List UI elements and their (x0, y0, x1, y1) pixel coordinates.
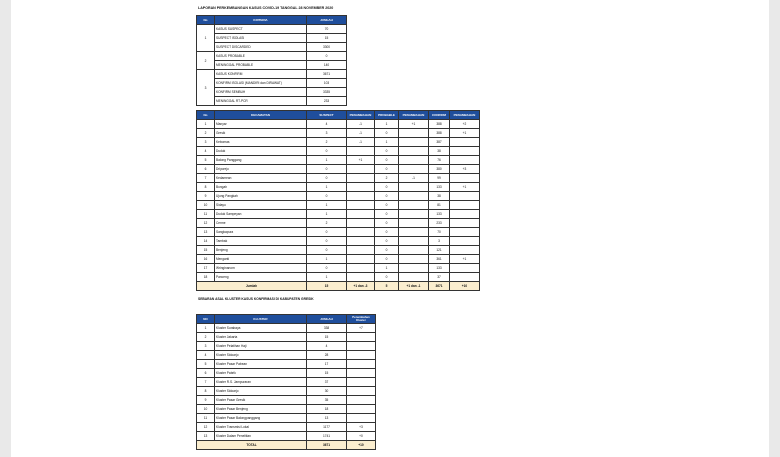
summary-row (197, 88, 347, 97)
summary-table (196, 15, 347, 106)
kecamatan-cell: 12 (197, 219, 215, 228)
kecamatan-cell (347, 183, 375, 192)
summary-group-no: 1 (197, 25, 215, 52)
kecamatan-cell: +3 (450, 165, 480, 174)
table-row (197, 396, 376, 405)
kecamatan-cell (347, 255, 375, 264)
cluster-cell: 15 (307, 333, 347, 342)
kecamatan-cell (450, 174, 480, 183)
kecamatan-header: PENAMBAHAN (450, 111, 480, 120)
cluster-cell (347, 369, 376, 378)
cluster-cell: 2 (197, 333, 215, 342)
kecamatan-cell: 0 (375, 192, 399, 201)
cluster-cell: 6 (197, 369, 215, 378)
kecamatan-cell (347, 273, 375, 282)
kecamatan-cell: 0 (375, 201, 399, 210)
kecamatan-cell: 3 (307, 129, 347, 138)
kecamatan-cell (347, 147, 375, 156)
table-row (197, 210, 480, 219)
kecamatan-cell (399, 273, 429, 282)
kecamatan-cell (399, 192, 429, 201)
kecamatan-cell: Ujung Pangkah (215, 192, 307, 201)
table-row (197, 378, 376, 387)
kecamatan-cell: -1 (399, 174, 429, 183)
table-row (197, 219, 480, 228)
kecamatan-cell (450, 273, 480, 282)
cluster-cell: Kluster Transmisi Lokal (215, 423, 307, 432)
kecamatan-cell: 18 (197, 273, 215, 282)
kecamatan-cell: 14 (197, 237, 215, 246)
kecamatan-total-cell: 15 (307, 282, 347, 291)
cluster-cell (347, 387, 376, 396)
kecamatan-cell: 1 (375, 138, 399, 147)
kecamatan-cell: -1 (347, 129, 375, 138)
kecamatan-cell: 388 (429, 129, 450, 138)
cluster-cell: 18 (307, 405, 347, 414)
table-row (197, 324, 376, 333)
summary-criteria: KONFIRM ISOLASI (MANDIRI dan DIRAWAT) (215, 79, 307, 88)
summary-row (197, 70, 347, 79)
table-row (197, 201, 480, 210)
summary-criteria: MENINGGAL PROBABLE (215, 61, 307, 70)
kecamatan-cell (347, 246, 375, 255)
summary-header-jumlah: JUMLAH (307, 16, 347, 25)
kecamatan-cell: Balong Panggang (215, 156, 307, 165)
kecamatan-cell: 1 (307, 156, 347, 165)
kecamatan-cell: 233 (429, 219, 450, 228)
cluster-cell: Kluster Pasar Pabean (215, 360, 307, 369)
summary-value: 0 (307, 52, 347, 61)
kecamatan-cell (347, 264, 375, 273)
kecamatan-cell: 1 (375, 120, 399, 129)
cluster-cell: 9 (197, 396, 215, 405)
cluster-cell: Kluster Sidoarjo (215, 351, 307, 360)
kecamatan-cell (399, 201, 429, 210)
table-row (197, 342, 376, 351)
cluster-header: Penambahan Kluster (347, 315, 376, 324)
kecamatan-cell (399, 138, 429, 147)
table-row (197, 120, 480, 129)
summary-row (197, 61, 347, 70)
cluster-total-label: TOTAL (197, 441, 307, 450)
kecamatan-cell: 2 (197, 129, 215, 138)
cluster-cell: 12 (197, 423, 215, 432)
kecamatan-total-cell: +1 dan -3 (347, 282, 375, 291)
table-row (197, 174, 480, 183)
kecamatan-cell (450, 264, 480, 273)
kecamatan-cell: Sangkapura (215, 228, 307, 237)
kecamatan-cell (347, 192, 375, 201)
kecamatan-header: PENAMBAHAN (347, 111, 375, 120)
cluster-cell: 4 (307, 342, 347, 351)
kecamatan-cell: 0 (375, 255, 399, 264)
cluster-cell: Kluster Dalam Penelitian (215, 432, 307, 441)
cluster-cell (347, 414, 376, 423)
kecamatan-cell: +1 (347, 156, 375, 165)
kecamatan-cell: 1 (197, 120, 215, 129)
cluster-cell: Kluster Pabrik (215, 369, 307, 378)
kecamatan-cell: 15 (197, 246, 215, 255)
table-row (197, 165, 480, 174)
cluster-cell: Kluster Pasar Gresik (215, 396, 307, 405)
kecamatan-cell: 70 (429, 228, 450, 237)
summary-criteria: KASUS KONFIRM (215, 70, 307, 79)
kecamatan-total-cell: +10 (450, 282, 480, 291)
kecamatan-cell: +1 (450, 129, 480, 138)
cluster-cell: 3 (197, 342, 215, 351)
summary-value: 103 (307, 79, 347, 88)
kecamatan-cell: Wringinanom (215, 264, 307, 273)
cluster-cell: 30 (307, 387, 347, 396)
summary-value: 15 (307, 34, 347, 43)
table-row (197, 351, 376, 360)
kecamatan-cell: 0 (375, 210, 399, 219)
cluster-cell: 13 (307, 414, 347, 423)
cluster-cell: 4 (197, 351, 215, 360)
table-row (197, 360, 376, 369)
kecamatan-cell: 0 (375, 228, 399, 237)
table-row (197, 237, 480, 246)
kecamatan-cell (450, 192, 480, 201)
kecamatan-cell (450, 156, 480, 165)
kecamatan-cell: Duduk Sampeyan (215, 210, 307, 219)
kecamatan-cell: 11 (197, 210, 215, 219)
kecamatan-cell: 17 (197, 264, 215, 273)
kecamatan-total-cell: 3671 (429, 282, 450, 291)
kecamatan-cell: 0 (307, 246, 347, 255)
kecamatan-cell: 3 (429, 237, 450, 246)
kecamatan-cell: Manyar (215, 120, 307, 129)
summary-row (197, 52, 347, 61)
summary-criteria: SUSPECT ISOLASI (215, 34, 307, 43)
kecamatan-cell: 1 (375, 264, 399, 273)
kecamatan-cell: Driyorejo (215, 165, 307, 174)
kecamatan-cell: +1 (450, 255, 480, 264)
kecamatan-cell: 133 (429, 183, 450, 192)
kecamatan-cell: 38 (429, 192, 450, 201)
table-row (197, 405, 376, 414)
kecamatan-cell (450, 138, 480, 147)
kecamatan-cell: 7 (197, 174, 215, 183)
kecamatan-cell: 0 (375, 147, 399, 156)
cluster-cell (347, 351, 376, 360)
kecamatan-cell: Menganti (215, 255, 307, 264)
kecamatan-cell: 0 (375, 273, 399, 282)
cluster-cell: 17 (307, 360, 347, 369)
kecamatan-cell (399, 210, 429, 219)
kecamatan-cell: 99 (429, 174, 450, 183)
cluster-cell: +3 (347, 423, 376, 432)
kecamatan-header: CONFIRM (429, 111, 450, 120)
cluster-cell: Kluster Surabaya (215, 324, 307, 333)
cluster-cell (347, 333, 376, 342)
table-row (197, 192, 480, 201)
kecamatan-header: No (197, 111, 215, 120)
kecamatan-cell: Kebomas (215, 138, 307, 147)
cluster-cell: 13 (197, 432, 215, 441)
kecamatan-total-row (197, 282, 480, 291)
kecamatan-cell: 1 (307, 255, 347, 264)
kecamatan-cell: 0 (375, 183, 399, 192)
kecamatan-cell: 2 (307, 138, 347, 147)
kecamatan-cell (450, 210, 480, 219)
cluster-cell: 35 (307, 396, 347, 405)
table-row (197, 156, 480, 165)
kecamatan-header: PROBABLE (375, 111, 399, 120)
kecamatan-cell: 0 (307, 237, 347, 246)
kecamatan-cell: 0 (307, 147, 347, 156)
kecamatan-cell: 37 (429, 273, 450, 282)
kecamatan-cell: 0 (375, 129, 399, 138)
kecamatan-cell: +1 (399, 120, 429, 129)
cluster-header: KLUSTER (215, 315, 307, 324)
kecamatan-cell: 0 (307, 264, 347, 273)
table-row (197, 246, 480, 255)
kecamatan-cell (399, 246, 429, 255)
kecamatan-cell: 10 (197, 201, 215, 210)
kecamatan-cell: Gresik (215, 129, 307, 138)
cluster-cell (347, 378, 376, 387)
table-row (197, 414, 376, 423)
cluster-cell: 37 (307, 378, 347, 387)
kecamatan-cell (399, 183, 429, 192)
cluster-cell (347, 342, 376, 351)
kecamatan-cell: 2 (375, 174, 399, 183)
kecamatan-total-label: Jumlah (197, 282, 307, 291)
cluster-cell: 5 (197, 360, 215, 369)
kecamatan-cell (399, 264, 429, 273)
kecamatan-cell (347, 174, 375, 183)
summary-header-no: No (197, 16, 215, 25)
cluster-total-added: +10 (347, 441, 376, 450)
cluster-cell (347, 405, 376, 414)
kecamatan-cell: 13 (197, 228, 215, 237)
kecamatan-cell: 1 (307, 201, 347, 210)
cluster-table (196, 314, 376, 450)
table-row (197, 183, 480, 192)
table-row (197, 264, 480, 273)
kecamatan-cell (450, 228, 480, 237)
kecamatan-cell: -1 (347, 138, 375, 147)
summary-group-no: 3 (197, 70, 215, 106)
table-row (197, 255, 480, 264)
kecamatan-cell: 3 (197, 138, 215, 147)
kecamatan-cell (450, 219, 480, 228)
kecamatan-cell: 8 (197, 183, 215, 192)
kecamatan-cell (399, 156, 429, 165)
kecamatan-cell: 380 (429, 165, 450, 174)
table-row (197, 147, 480, 156)
kecamatan-cell: 38 (429, 147, 450, 156)
cluster-total-value: 3671 (307, 441, 347, 450)
summary-header-kriteria: KRITERIA (215, 16, 307, 25)
kecamatan-cell (347, 228, 375, 237)
cluster-cell (347, 360, 376, 369)
summary-group-no: 2 (197, 52, 215, 70)
cluster-cell: Kluster Sidoarjo (215, 387, 307, 396)
cluster-cell: 28 (307, 351, 347, 360)
cluster-cell: 1 (197, 324, 215, 333)
kecamatan-cell: 0 (375, 246, 399, 255)
kecamatan-cell: 81 (429, 201, 450, 210)
kecamatan-cell (347, 237, 375, 246)
kecamatan-header: SUSPECT (307, 111, 347, 120)
cluster-cell: Kluster Pasar Balongpanggang (215, 414, 307, 423)
summary-row (197, 43, 347, 52)
cluster-cell (347, 396, 376, 405)
kecamatan-cell: 121 (429, 246, 450, 255)
kecamatan-cell (347, 165, 375, 174)
table-row (197, 138, 480, 147)
summary-criteria: KASUS SUSPECT (215, 25, 307, 34)
summary-row (197, 79, 347, 88)
kecamatan-cell: 133 (429, 210, 450, 219)
table-row (197, 423, 376, 432)
table-row (197, 273, 480, 282)
kecamatan-cell: 388 (429, 120, 450, 129)
report-title: LAPORAN PERKEMBANGAN KASUS COVID-19 TANGGAL 28 NOVEMBER 2020 (198, 6, 334, 10)
summary-criteria: MENINGGAL RT-PCR (215, 97, 307, 106)
kecamatan-cell: 0 (375, 156, 399, 165)
kecamatan-cell: 133 (429, 264, 450, 273)
kecamatan-cell (347, 201, 375, 210)
cluster-cell: +7 (347, 324, 376, 333)
cluster-cell: Kluster Jakarta (215, 333, 307, 342)
cluster-cell: 8 (197, 387, 215, 396)
kecamatan-header: PENAMBAHAN (399, 111, 429, 120)
kecamatan-cell: Benjeng (215, 246, 307, 255)
kecamatan-cell: 361 (429, 255, 450, 264)
summary-value: 140 (307, 61, 347, 70)
kecamatan-cell (450, 147, 480, 156)
summary-criteria: SUSPECT DISCARDED (215, 43, 307, 52)
kecamatan-total-cell: 5 (375, 282, 399, 291)
kecamatan-cell (450, 201, 480, 210)
kecamatan-cell: Duduk (215, 147, 307, 156)
kecamatan-cell: 0 (307, 228, 347, 237)
kecamatan-header: KECAMATAN (215, 111, 307, 120)
kecamatan-cell: 9 (197, 192, 215, 201)
summary-value: 70 (307, 25, 347, 34)
cluster-cell: 7 (197, 378, 215, 387)
kecamatan-cell: 0 (307, 165, 347, 174)
kecamatan-cell (399, 147, 429, 156)
kecamatan-cell: 0 (375, 219, 399, 228)
kecamatan-cell: 0 (307, 174, 347, 183)
cluster-title: SEBARAN ASAL KLUSTER KASUS KONFIRMASI DI KABUPATEN GRESIK (198, 297, 314, 301)
cluster-header: NO (197, 315, 215, 324)
kecamatan-cell: 4 (307, 120, 347, 129)
cluster-cell: 15 (307, 369, 347, 378)
summary-row (197, 97, 347, 106)
kecamatan-cell: Tambak (215, 237, 307, 246)
cluster-cell: 338 (307, 324, 347, 333)
kecamatan-cell (399, 219, 429, 228)
kecamatan-cell (399, 228, 429, 237)
cluster-cell: Kluster R.S. Jampuraran (215, 378, 307, 387)
table-row (197, 387, 376, 396)
kecamatan-cell (399, 237, 429, 246)
document-page (11, 0, 769, 457)
kecamatan-cell (450, 246, 480, 255)
table-row (197, 228, 480, 237)
kecamatan-cell: 2 (307, 219, 347, 228)
kecamatan-cell: 4 (197, 147, 215, 156)
cluster-cell: 1741 (307, 432, 347, 441)
kecamatan-cell: -1 (347, 120, 375, 129)
kecamatan-total-cell: +1 dan -1 (399, 282, 429, 291)
kecamatan-table (196, 110, 480, 291)
cluster-total-row (197, 441, 376, 450)
kecamatan-cell (399, 165, 429, 174)
kecamatan-cell: 16 (197, 255, 215, 264)
kecamatan-cell: Panceng (215, 273, 307, 282)
kecamatan-cell: 0 (375, 165, 399, 174)
kecamatan-cell (399, 255, 429, 264)
summary-value: 3335 (307, 88, 347, 97)
kecamatan-cell: 76 (429, 156, 450, 165)
kecamatan-cell: 0 (307, 192, 347, 201)
summary-row (197, 34, 347, 43)
table-row (197, 129, 480, 138)
kecamatan-cell: 1 (307, 210, 347, 219)
kecamatan-cell: Kedamean (215, 174, 307, 183)
summary-value: 3300 (307, 43, 347, 52)
cluster-header: JUMLAH (307, 315, 347, 324)
kecamatan-cell: 0 (375, 237, 399, 246)
kecamatan-cell: 387 (429, 138, 450, 147)
kecamatan-cell: 5 (197, 156, 215, 165)
kecamatan-cell: Sidayu (215, 201, 307, 210)
kecamatan-cell: 1 (307, 183, 347, 192)
cluster-cell: 10 (197, 405, 215, 414)
summary-value: 233 (307, 97, 347, 106)
kecamatan-cell: 6 (197, 165, 215, 174)
kecamatan-cell (347, 219, 375, 228)
cluster-cell: +0 (347, 432, 376, 441)
kecamatan-cell: 1 (307, 273, 347, 282)
table-row (197, 333, 376, 342)
kecamatan-cell: Bungah (215, 183, 307, 192)
kecamatan-cell: +2 (450, 120, 480, 129)
summary-criteria: KASUS PROBABLE (215, 52, 307, 61)
cluster-cell: Kluster Pelatihan Haji (215, 342, 307, 351)
kecamatan-cell (347, 210, 375, 219)
cluster-cell: Kluster Pasar Benjeng (215, 405, 307, 414)
summary-value: 3671 (307, 70, 347, 79)
summary-row (197, 25, 347, 34)
kecamatan-cell: +1 (450, 183, 480, 192)
kecamatan-cell (450, 237, 480, 246)
cluster-cell: 1177 (307, 423, 347, 432)
cluster-cell: 11 (197, 414, 215, 423)
table-row (197, 432, 376, 441)
table-row (197, 369, 376, 378)
kecamatan-cell (399, 129, 429, 138)
summary-criteria: KONFIRM SEMBUH (215, 88, 307, 97)
kecamatan-cell: Cerme (215, 219, 307, 228)
